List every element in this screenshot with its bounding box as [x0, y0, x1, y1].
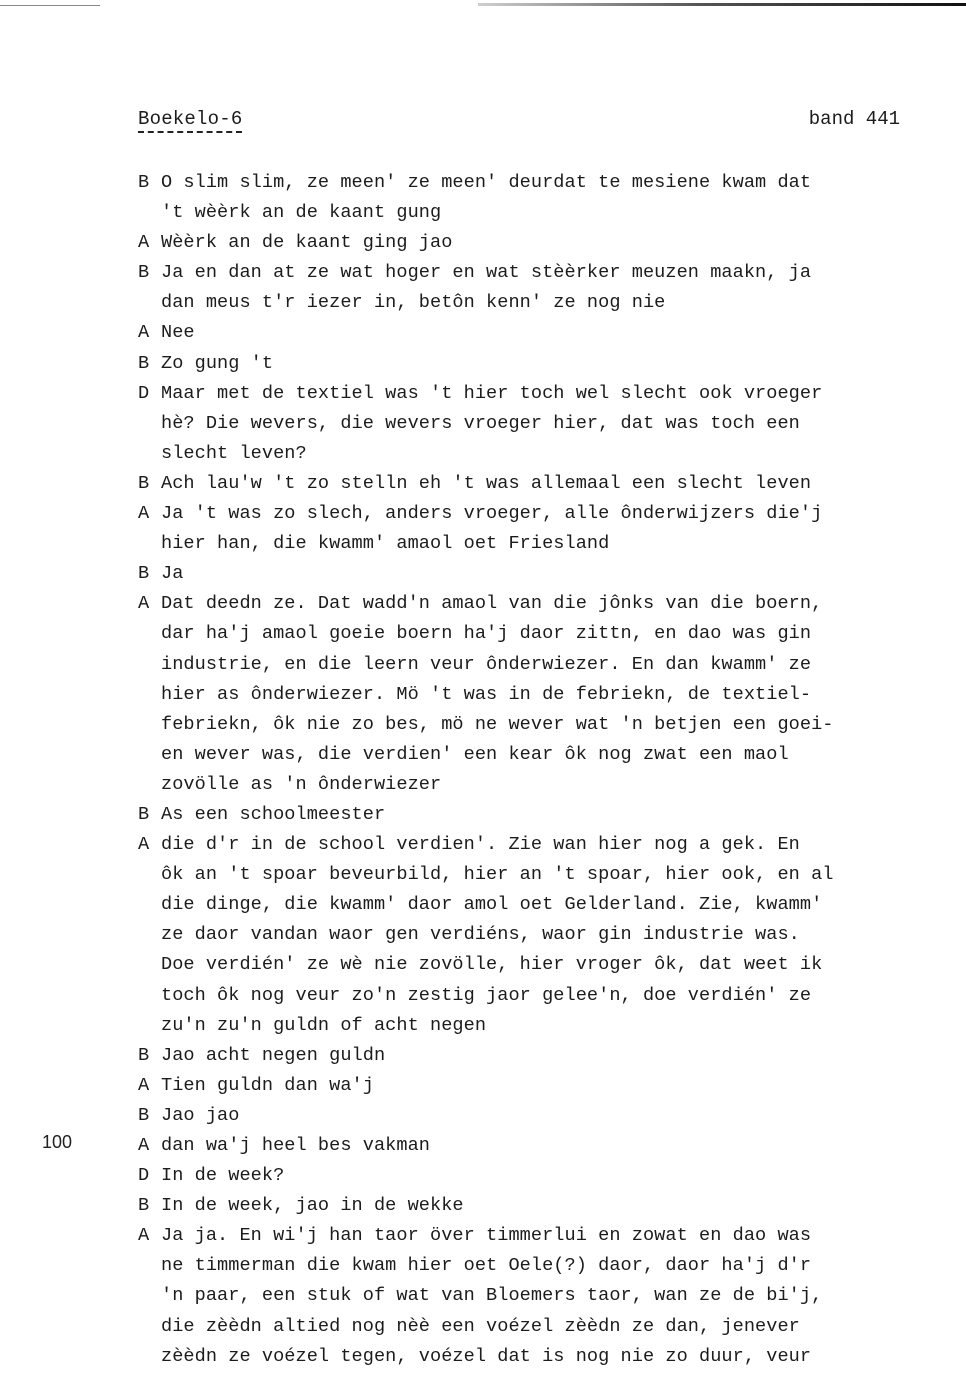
transcript-turn: [138, 469, 918, 499]
transcript-line: O slim slim, ze meen' ze meen' deurdat te mesiene kwam dat: [161, 172, 812, 193]
speaker-label: B: [138, 172, 150, 193]
transcript-line: slecht leven?: [161, 442, 307, 464]
speaker-label: B: [138, 1195, 150, 1217]
transcript-turn: [138, 379, 918, 469]
transcript-line: dan wa'j heel bes vakman: [161, 1135, 430, 1156]
transcript: [138, 168, 918, 1372]
transcript-line: hier as ônderwiezer. Mö 't was in de febriekn, de textiel-: [161, 683, 812, 705]
speaker-label: B: [138, 352, 150, 374]
speaker-label: A: [138, 322, 150, 344]
speaker-label: A: [138, 1135, 150, 1156]
transcript-line: Ja: [161, 563, 184, 585]
transcript-turn: [138, 800, 918, 830]
transcript-line: Ja en dan at ze wat hoger en wat stèèrker meuzen maakn, ja: [161, 262, 812, 284]
transcript-turn: [138, 1041, 918, 1071]
transcript-line: Ja ja. En wi'j han taor över timmerlui en zowat en dao was: [161, 1225, 812, 1247]
transcript-turn: [138, 168, 918, 228]
transcript-line: industrie, en die leern veur ônderwiezer. En dan kwamm' ze: [161, 653, 812, 675]
speaker-label: B: [138, 803, 150, 825]
transcript-turn: [138, 499, 918, 559]
transcript-line: toch ôk nog veur zo'n zestig jaor gelee'n, doe verdién' ze: [161, 984, 812, 1006]
transcript-turn: [138, 559, 918, 589]
transcript-turn: [138, 228, 918, 258]
transcript-line: In de week?: [161, 1165, 285, 1187]
transcript-turn: [138, 589, 918, 800]
transcript-line: zu'n zu'n guldn of acht negen: [161, 1014, 487, 1036]
transcript-turn: [138, 830, 918, 1041]
transcript-line: As een schoolmeester: [161, 803, 386, 825]
transcript-line: zovölle as 'n ônderwiezer: [161, 773, 442, 795]
speaker-label: B: [138, 262, 150, 284]
tape-number: band 441: [808, 108, 900, 130]
transcript-turn: [138, 1131, 918, 1161]
transcript-turn: [138, 318, 918, 348]
transcript-line: ne timmerman die kwam hier oet Oele(?) daor, daor ha'j d'r: [161, 1255, 812, 1277]
transcript-line: Nee: [161, 322, 195, 344]
scan-artifact-rule-right: [478, 3, 966, 6]
transcript-line: Doe verdién' ze wè nie zovölle, hier vroger ôk, dat weet ik: [161, 954, 823, 976]
speaker-label: A: [138, 503, 150, 525]
speaker-label: A: [138, 1074, 150, 1096]
speaker-label: A: [138, 232, 150, 254]
transcript-line: Jao jao: [161, 1104, 240, 1126]
transcript-line: 't wèèrk an de kaant gung: [161, 202, 442, 224]
transcript-turn: [138, 1071, 918, 1101]
transcript-line: Jao acht negen guldn: [161, 1044, 386, 1066]
transcript-line: hè? Die wevers, die wevers vroeger hier, dat was toch een: [161, 412, 800, 434]
speaker-label: D: [138, 1165, 150, 1187]
speaker-label: A: [138, 1225, 150, 1247]
transcript-line: Maar met de textiel was 't hier toch wel slecht ook vroeger: [161, 382, 823, 404]
transcript-turn: [138, 349, 918, 379]
transcript-line: Ja 't was zo slech, anders vroeger, alle ônderwijzers die'j: [161, 503, 823, 525]
transcript-line: 'n paar, een stuk of wat van Bloemers taor, wan ze de bi'j,: [161, 1285, 823, 1307]
transcript-line: dan meus t'r iezer in, betôn kenn' ze nog nie: [161, 292, 666, 314]
speaker-label: B: [138, 1104, 150, 1126]
margin-line-number: 100: [42, 1132, 73, 1152]
transcript-line: dar ha'j amaol goeie boern ha'j daor zittn, en dao was gin: [161, 623, 812, 645]
transcript-line: Dat deedn ze. Dat wadd'n amaol van die jônks van die boern,: [161, 593, 823, 615]
speaker-label: A: [138, 593, 150, 615]
transcript-line: Tien guldn dan wa'j: [161, 1074, 374, 1096]
speaker-label: B: [138, 563, 150, 585]
transcript-line: Ach lau'w 't zo stelln eh 't was allemaal een slecht leven: [161, 472, 812, 494]
transcript-turn: [138, 1161, 918, 1191]
transcript-line: Zo gung 't: [161, 352, 274, 374]
scan-artifact-rule-left: [0, 5, 100, 6]
transcript-line: In de week, jao in de wekke: [161, 1195, 464, 1217]
transcript-line: hier han, die kwamm' amaol oet Friesland: [161, 533, 610, 555]
document-title: Boekelo-6: [138, 108, 242, 133]
transcript-line: en wever was, die verdien' een kear ôk nog zwat een maol: [161, 743, 789, 765]
transcript-line: zèèdn ze voézel tegen, voézel dat is nog nie zo duur, veur: [161, 1345, 812, 1367]
speaker-label: B: [138, 472, 150, 494]
page-header: [138, 108, 900, 138]
speaker-label: D: [138, 382, 150, 404]
transcript-line: die d'r in de school verdien'. Zie wan hier nog a gek. En: [161, 834, 800, 856]
transcript-turn: [138, 1191, 918, 1221]
transcript-line: die zèèdn altied nog nèè een voézel zèèdn ze dan, jenever: [161, 1315, 800, 1337]
transcript-line: febriekn, ôk nie zo bes, mö ne wever wat 'n betjen een goei-: [161, 713, 834, 735]
transcript-line: Wèèrk an de kaant ging jao: [161, 232, 453, 254]
transcript-line: die dinge, die kwamm' daor amol oet Gelderland. Zie, kwamm': [161, 894, 823, 916]
transcript-turn: [138, 1101, 918, 1131]
transcript-turn: [138, 258, 918, 318]
transcript-turn: [138, 1221, 918, 1371]
speaker-label: B: [138, 1044, 150, 1066]
transcript-line: ôk an 't spoar beveurbild, hier an 't spoar, hier ook, en al: [161, 864, 834, 886]
transcript-line: ze daor vandan waor gen verdiéns, waor gin industrie was.: [161, 924, 800, 946]
speaker-label: A: [138, 834, 150, 856]
